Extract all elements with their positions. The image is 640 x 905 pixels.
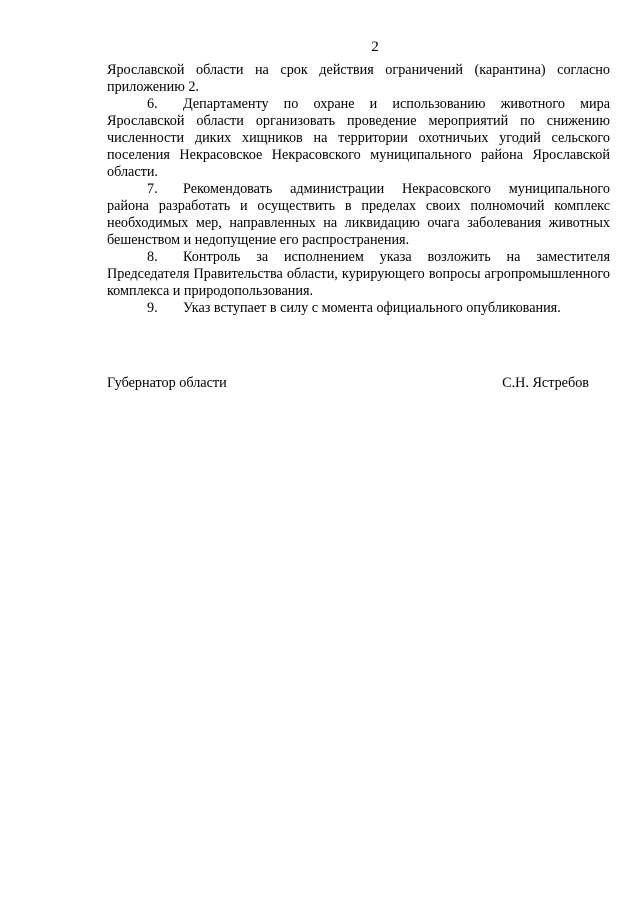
page-number: 2 [371, 39, 379, 55]
paragraph-number: 7. [147, 181, 158, 197]
paragraph-continuation [107, 62, 610, 96]
paragraph-text: Рекомендовать администрации Некрасовского муниципального района разработать и осуществить в пределах своих полномочий комплекс необходимых мер, направленных на ликвидацию очага заболевания животных бешенством и недопущение его распространения. [107, 181, 610, 248]
signatory-name: С.Н. Ястребов [502, 375, 589, 391]
signature-block [107, 375, 589, 392]
paragraph-8 [107, 249, 610, 300]
paragraph-6 [107, 96, 610, 181]
paragraph-9 [107, 300, 610, 317]
signatory-position: Губернатор области [107, 375, 227, 391]
paragraph-number: 6. [147, 96, 158, 112]
paragraph-text: Указ вступает в силу с момента официального опубликования. [183, 300, 561, 316]
paragraph-text: Контроль за исполнением указа возложить на заместителя Председателя Правительства области, курирующего вопросы агропромышленного комплекса и природопользования. [107, 249, 610, 299]
paragraph-7 [107, 181, 610, 249]
paragraph-text: Ярославской области на срок действия ограничений (карантина) согласно приложению 2. [107, 62, 610, 95]
paragraph-number: 8. [147, 249, 158, 265]
paragraph-text: Департаменту по охране и использованию животного мира Ярославской области организовать проведение мероприятий по снижению численности диких хищников на территории охотничьих угодий сельского поселения Некрасовское Некрасовского муниципального района Ярославской области. [107, 96, 610, 180]
paragraph-number: 9. [147, 300, 158, 316]
document-body [107, 62, 610, 317]
